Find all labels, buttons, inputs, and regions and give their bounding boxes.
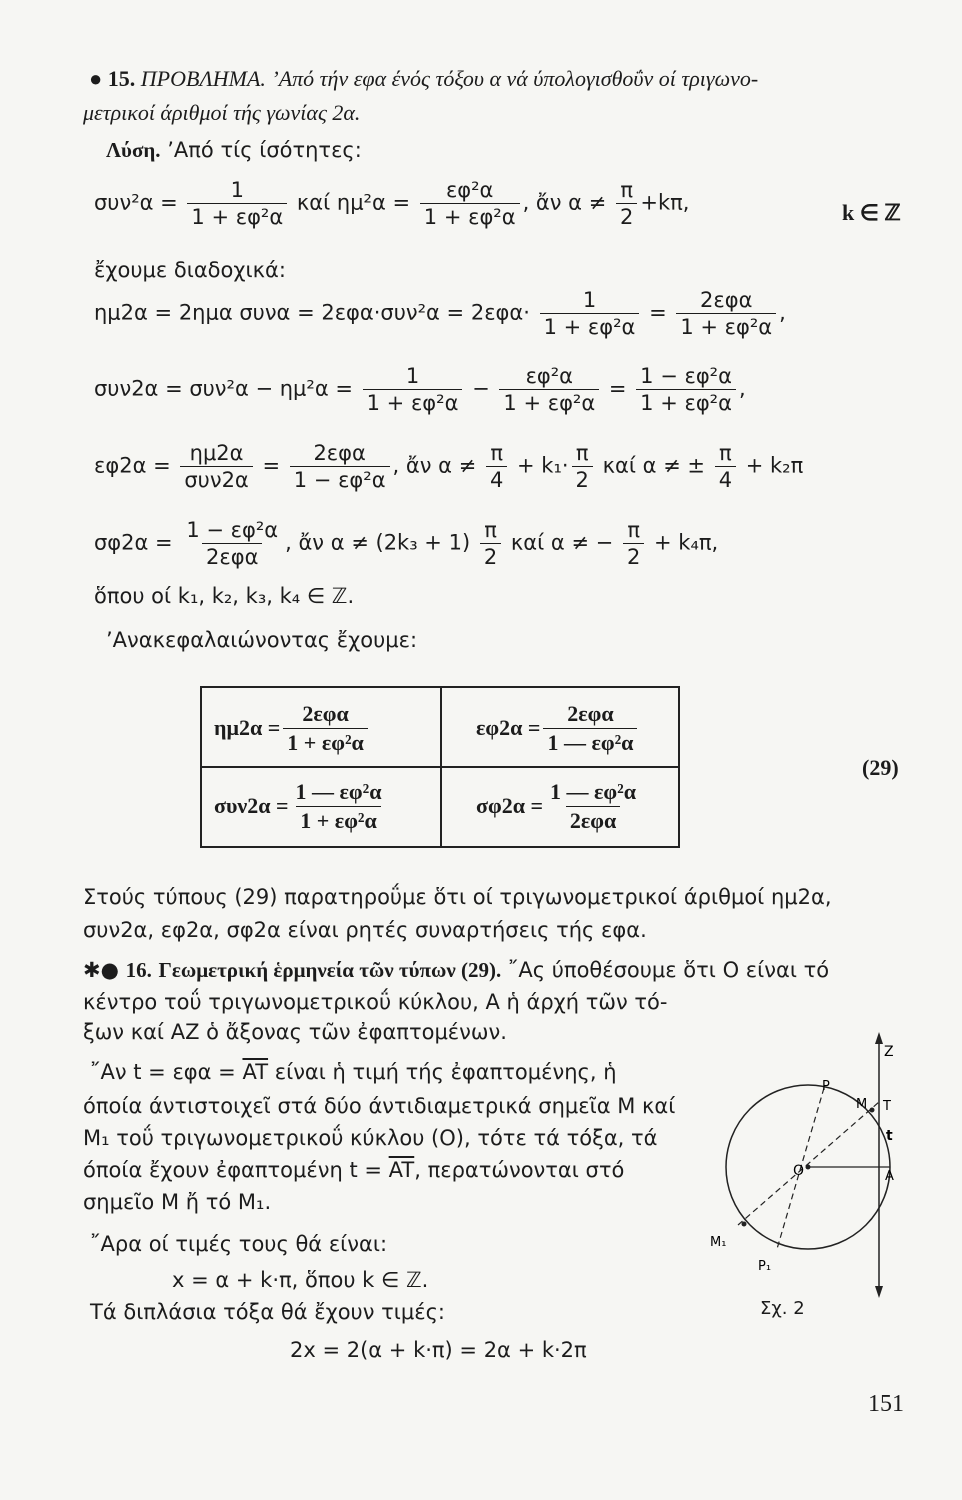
minus: − xyxy=(472,376,490,401)
p3-text: ῎Αρα οί τιμές τους θά είναι: xyxy=(90,1232,388,1256)
have-successively: ἔχουμε διαδοχικά: xyxy=(94,258,286,282)
point-M xyxy=(870,1108,875,1113)
sf2a-cond: , ἄν α ≠ (2k₃ + 1) xyxy=(285,530,471,555)
section-number: 16. xyxy=(125,958,152,982)
observation-line1: Στούς τύπους (29) παρατηροΰμε ὅτι οί τριγωνομετρικοί άριθμοί ημ2α, xyxy=(83,885,832,909)
syn2a-lhs: συν2α = συν²α − ημ²α = xyxy=(94,376,353,401)
label-Z: Z xyxy=(884,1044,894,1060)
table-cell-syn2a: συν2α = $\frac{\text{1 — εφ²α}}{\text{1 + εφ²α}}$ xyxy=(214,779,382,833)
fraction: $\frac{\pi}{2}$ xyxy=(623,518,644,569)
sf2a-tail: + k₄π, xyxy=(654,530,719,555)
sf2a-lhs: σφ2α = xyxy=(94,530,173,555)
label-O: O xyxy=(793,1163,805,1179)
fraction: $\frac{\pi}{2}$ xyxy=(572,441,593,492)
ef2a-lhs: εφ2α = xyxy=(94,453,171,478)
label-A: A xyxy=(885,1169,894,1184)
solution-intro-text: ’Από τίς ίσότητες: xyxy=(167,138,362,162)
p3-equation: x = α + k·π, ὅπου k ∈ ℤ. xyxy=(172,1268,429,1292)
fraction: $\frac{\pi}{2}$ xyxy=(480,518,501,569)
line-M1-M-T xyxy=(738,1102,879,1225)
fraction: $\frac{\pi}{4}$ xyxy=(486,441,507,492)
fraction: $\frac{\pi}{2}$ xyxy=(616,178,637,229)
problem-number: 15. xyxy=(107,66,136,91)
equation-hm2a xyxy=(94,288,786,339)
fraction: $\frac{\pi}{4}$ xyxy=(715,441,736,492)
axis-arrow-up xyxy=(875,1032,883,1044)
fraction: $\frac{1}{\text{1 + εφ²α}}$ xyxy=(187,178,287,229)
label-T: T xyxy=(883,1099,891,1114)
label-P: P xyxy=(822,1079,830,1094)
equals: = xyxy=(608,376,627,401)
fraction: $\frac{\text{2εφα}}{\text{1 − εφ²α}}$ xyxy=(290,441,390,492)
eq1-cond: , ἄν α ≠ xyxy=(522,190,607,215)
p2-line4: όποία ἔχουν ἐφαπτομένη $t = \overline{AT}$, περατώνονται στό xyxy=(83,1158,625,1182)
p2-line2: όποία άντιστοιχεῖ στά δύο άντιδιαμετρικά σημεῖα Μ καί xyxy=(83,1094,676,1118)
problem-15-title-line2: μετρικοί άριθμοί τής γωνίας 2α. xyxy=(83,100,361,125)
p2-line3: Μ₁ τοΰ τριγωνομετρικοΰ κύκλου (Ο), τότε τά τόξα, τά xyxy=(83,1126,658,1150)
observation-line2: συν2α, εφ2α, σφ2α είναι ρητές συναρτήσεις τής εφα. xyxy=(83,918,647,942)
comma: , xyxy=(738,376,746,401)
fraction: $\frac{\text{εφ²α}}{\text{1 + εφ²α}}$ xyxy=(499,364,599,415)
p2-line5: σημεῖο Μ ἤ τό Μ₁. xyxy=(83,1190,272,1214)
equals: = xyxy=(649,300,667,325)
eq1-lhs: συν²α = xyxy=(94,190,178,215)
section-16-heading xyxy=(83,958,829,983)
bullet: ● xyxy=(89,66,103,91)
point-O xyxy=(806,1165,811,1170)
problem-15-title-line1 xyxy=(89,66,758,92)
label-M: M xyxy=(856,1097,868,1112)
figure-caption: Σχ. 2 xyxy=(760,1298,805,1319)
table-cell-ef2a: εφ2α = $\frac{\text{2εφα}}{\text{1 — εφ²α}}$ xyxy=(476,692,640,764)
p4-equation: 2x = 2(α + k·π) = 2α + k·2π xyxy=(290,1338,587,1362)
equation-sf2a xyxy=(94,518,718,569)
p4-text: Τά διπλάσια τόξα θά ἔχουν τιμές: xyxy=(90,1300,445,1324)
equation-ef2a xyxy=(94,441,803,492)
fraction: $\frac{\text{εφ²α}}{\text{1 + εφ²α}}$ xyxy=(420,178,520,229)
axis-arrow-down xyxy=(875,1286,883,1298)
p2-line1: ῎Αν $t = \varepsilon\varphi\alpha = \overline{AT}$ είναι ἡ τιμή τής ἐφαπτομένης, ἡ xyxy=(90,1060,617,1084)
label-M1: M₁ xyxy=(710,1235,727,1250)
page-number: 151 xyxy=(868,1391,904,1417)
solution-label: Λύση. xyxy=(106,138,161,162)
fraction: $\frac{1}{\text{1 + εφ²α}}$ xyxy=(363,364,463,415)
table-cell-sf2a: σφ2α = $\frac{\text{1 — εφ²α}}{\text{2εφα}}$ xyxy=(476,779,637,833)
comma: , xyxy=(779,300,786,325)
fraction: $\frac{\text{1 − εφ²α}}{\text{2εφα}}$ xyxy=(186,518,279,570)
label-t: t xyxy=(886,1128,893,1144)
summary-intro: ’Ανακεφαλαιώνοντας ἔχουμε: xyxy=(106,628,418,652)
fraction: $\frac{\text{2εφα}}{\text{1 + εφ²α}}$ xyxy=(676,288,776,339)
fraction: $\frac{1}{\text{1 + εφ²α}}$ xyxy=(540,288,640,339)
section-title: Γεωμετρική ἑρμηνεία τῶν τύπων (29). xyxy=(158,958,502,982)
ef2a-and: καί α ≠ ± xyxy=(602,453,705,478)
k-integer-note: k ∈ ℤ xyxy=(842,200,901,225)
equation-number-29: (29) xyxy=(862,755,899,780)
problem-title: ΠΡΟΒΛΗΜΑ. ’Από τήν εφα ένός τόξου α νά ύπολογισθοΰν οί τριγωνο- xyxy=(140,66,759,91)
sf2a-and: καί α ≠ − xyxy=(510,530,614,555)
section-16-line2: κέντρο τοΰ τριγωνομετρικοΰ κύκλου, Α ἡ άρχή τῶν τό- xyxy=(83,990,668,1014)
point-M1 xyxy=(742,1222,747,1227)
equation-identities xyxy=(94,178,689,229)
fraction: $\frac{\eta\mu 2\alpha}{\text{συν2α}}$ xyxy=(180,441,252,492)
table-divider-v xyxy=(440,688,442,846)
trig-circle-figure xyxy=(690,1020,930,1320)
eq1-mid: καί ημ²α = xyxy=(296,190,411,215)
label-P1: P₁ xyxy=(758,1259,772,1274)
hm2a-lhs: ημ2α = 2ημα συνα = 2εφα·συν²α = 2εφα· xyxy=(94,300,530,325)
equation-syn2a xyxy=(94,364,746,415)
section-16-line3: ξων καί ΑΖ ὁ ἄξονας τῶν ἐφαπτομένων. xyxy=(83,1020,507,1044)
equals: = xyxy=(262,453,281,478)
ef2a-tail: + k₂π xyxy=(745,453,804,478)
where-k-integers: ὅπου οί k₁, k₂, k₃, k₄ ∈ ℤ. xyxy=(94,584,355,608)
eq1-tail: +kπ, xyxy=(640,190,690,215)
ef2a-k1: + k₁· xyxy=(517,453,569,478)
ef2a-cond: , ἄν α ≠ xyxy=(392,453,477,478)
solution-intro xyxy=(106,138,362,163)
table-cell-hm2a: ημ2α = $\frac{\text{2εφα}}{\text{1 + εφ²α}}$ xyxy=(214,692,371,764)
section-16-text1: ῎Ας ύποθέσουμε ὅτι Ο είναι τό xyxy=(507,958,830,982)
section-marker: ✱● xyxy=(83,958,119,982)
fraction: $\frac{\text{1 − εφ²α}}{\text{1 + εφ²α}}$ xyxy=(636,364,736,415)
